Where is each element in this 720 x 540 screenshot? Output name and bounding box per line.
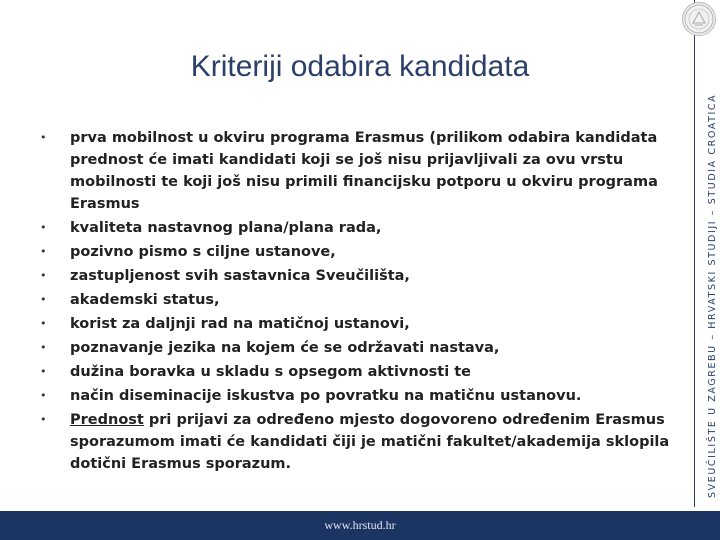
university-name-vertical: SVEUČILIŠTE U ZAGREBU – HRVATSKI STUDIJI – STUDIA CROATICA — [707, 93, 718, 498]
bullet-dot-icon: • — [40, 317, 47, 330]
bullet-text: prva mobilnost u okviru programa Erasmus (prilikom odabira kandidata prednost će imati kandidati koji se još nisu prijavljivali za ovu vrstu mobilnosti te koji još nisu primili financijsku potporu u okviru programa Erasmus — [70, 130, 658, 212]
bullet-text: akademski status, — [70, 292, 220, 308]
bullet-item — [36, 265, 686, 287]
bullet-item — [36, 385, 686, 407]
bullet-text: zastupljenost svih sastavnica Sveučilišta, — [70, 268, 410, 284]
bullet-item — [36, 241, 686, 263]
bullet-list — [36, 127, 686, 475]
footer-url[interactable]: www.hrstud.hr — [324, 518, 396, 532]
university-seal-icon — [682, 2, 716, 36]
bullet-dot-icon: • — [40, 365, 47, 378]
bullet-emphasis: Prednost — [70, 412, 144, 428]
bullet-dot-icon: • — [40, 413, 47, 426]
bullet-dot-icon: • — [40, 293, 47, 306]
bullet-text: način diseminacije iskustva po povratku na matičnu ustanovu. — [70, 388, 582, 404]
bullet-item — [36, 313, 686, 335]
bullet-item — [36, 289, 686, 311]
bullet-item — [36, 127, 686, 215]
bullet-dot-icon: • — [40, 389, 47, 402]
slide-content — [36, 127, 686, 477]
bullet-dot-icon: • — [40, 245, 47, 258]
bullet-text: dužina boravka u skladu s opsegom aktivnosti te — [70, 364, 472, 380]
slide-title: Kriteriji odabira kandidata — [190, 50, 530, 83]
bullet-item — [36, 361, 686, 383]
bullet-text: pri prijavi za određeno mjesto dogovoreno određenim Erasmus sporazumom imati će kandidati čiji je matični fakultet/akademija sklopila dotični Erasmus sporazum. — [70, 412, 670, 472]
bullet-text: korist za daljnji rad na matičnoj ustanovi, — [70, 316, 410, 332]
bullet-dot-icon: • — [40, 269, 47, 282]
sidebar-divider — [694, 0, 695, 507]
bullet-item — [36, 409, 686, 475]
bullet-dot-icon: • — [40, 131, 47, 144]
bullet-text: kvaliteta nastavnog plana/plana rada, — [70, 220, 382, 236]
bullet-dot-icon: • — [40, 221, 47, 234]
bullet-dot-icon: • — [40, 341, 47, 354]
bullet-item — [36, 217, 686, 239]
footer-bar — [0, 511, 720, 540]
bullet-text: poznavanje jezika na kojem će se održavati nastava, — [70, 340, 500, 356]
bullet-item — [36, 337, 686, 359]
bullet-text: pozivno pismo s ciljne ustanove, — [70, 244, 336, 260]
